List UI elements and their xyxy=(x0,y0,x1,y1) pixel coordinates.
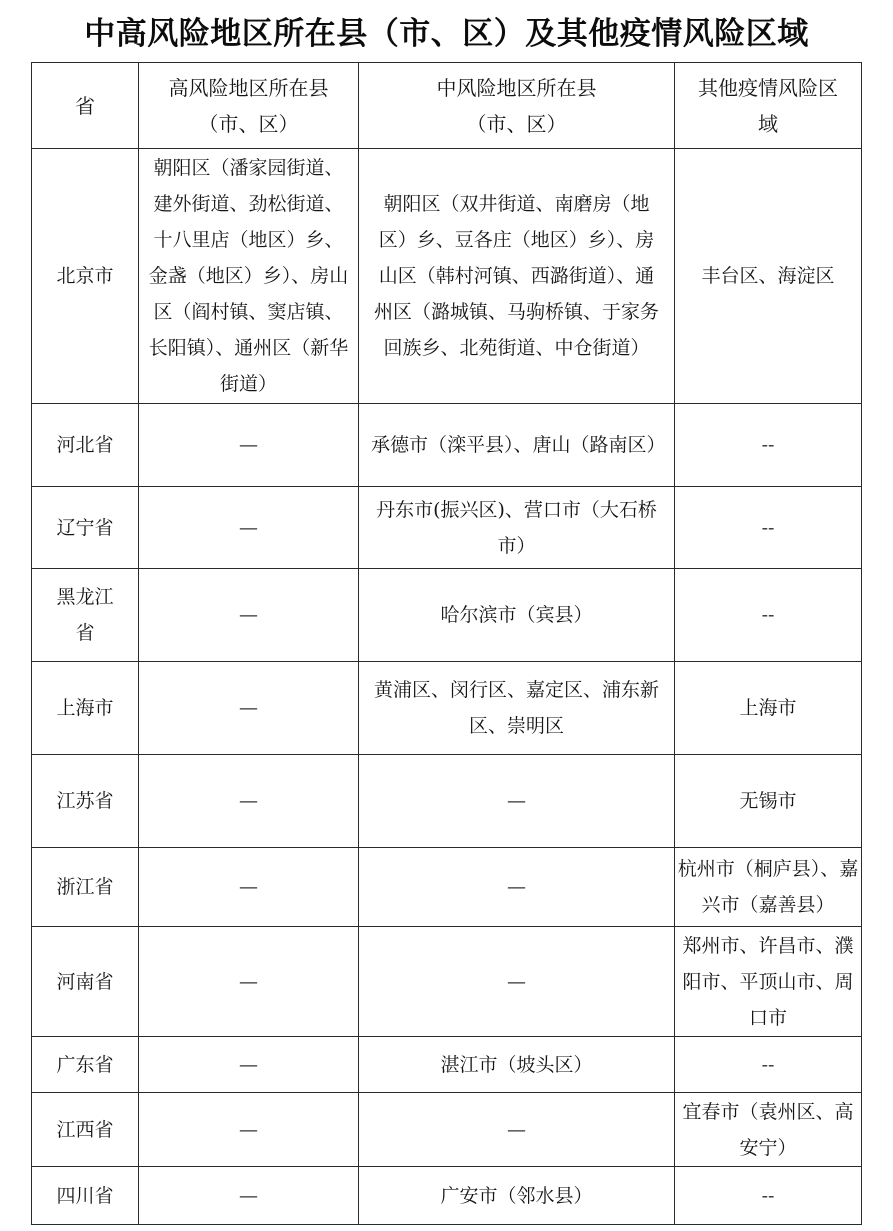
table-row xyxy=(32,662,862,755)
cell-other-risk: 无锡市 xyxy=(675,755,862,848)
cell-high-risk: — xyxy=(139,1093,359,1167)
table-row xyxy=(32,848,862,927)
table-row xyxy=(32,927,862,1037)
cell-other-risk: 郑州市、许昌市、濮阳市、平顶山市、周口市 xyxy=(675,927,862,1037)
cell-high-risk: — xyxy=(139,848,359,927)
table-row xyxy=(32,487,862,569)
cell-province: 浙江省 xyxy=(32,848,139,927)
cell-high-risk: — xyxy=(139,927,359,1037)
cell-mid-risk: — xyxy=(359,848,675,927)
cell-province: 辽宁省 xyxy=(32,487,139,569)
cell-high-risk: — xyxy=(139,404,359,487)
cell-province: 河北省 xyxy=(32,404,139,487)
cell-high-risk: 朝阳区（潘家园街道、建外街道、劲松街道、十八里店（地区）乡、金盏（地区）乡）、房山区（阎村镇、窦店镇、长阳镇）、通州区（新华街道） xyxy=(139,149,359,404)
cell-other-risk: -- xyxy=(675,487,862,569)
cell-province: 北京市 xyxy=(32,149,139,404)
header-other-risk: 其他疫情风险区域 xyxy=(675,63,862,149)
cell-mid-risk: — xyxy=(359,755,675,848)
cell-province: 上海市 xyxy=(32,662,139,755)
table-row xyxy=(32,1167,862,1225)
cell-mid-risk: — xyxy=(359,1093,675,1167)
table-row xyxy=(32,404,862,487)
header-high-risk: 高风险地区所在县（市、区） xyxy=(139,63,359,149)
cell-other-risk: 杭州市（桐庐县）、嘉兴市（嘉善县） xyxy=(675,848,862,927)
cell-other-risk: -- xyxy=(675,1037,862,1093)
cell-high-risk: — xyxy=(139,569,359,662)
cell-province: 河南省 xyxy=(32,927,139,1037)
cell-mid-risk: 丹东市(振兴区)、营口市（大石桥市） xyxy=(359,487,675,569)
cell-high-risk: — xyxy=(139,1167,359,1225)
cell-high-risk: — xyxy=(139,487,359,569)
cell-high-risk: — xyxy=(139,662,359,755)
table-row xyxy=(32,149,862,404)
cell-high-risk: — xyxy=(139,755,359,848)
header-mid-risk: 中风险地区所在县（市、区） xyxy=(359,63,675,149)
table-row xyxy=(32,1037,862,1093)
cell-province: 江苏省 xyxy=(32,755,139,848)
cell-province: 江西省 xyxy=(32,1093,139,1167)
cell-province: 四川省 xyxy=(32,1167,139,1225)
cell-other-risk: 丰台区、海淀区 xyxy=(675,149,862,404)
cell-province: 广东省 xyxy=(32,1037,139,1093)
table-header-row xyxy=(32,63,862,149)
header-province: 省 xyxy=(32,63,139,149)
cell-mid-risk: 朝阳区（双井街道、南磨房（地区）乡、豆各庄（地区）乡）、房山区（韩村河镇、西潞街道）、通州区（潞城镇、马驹桥镇、于家务回族乡、北苑街道、中仓街道） xyxy=(359,149,675,404)
cell-other-risk: 上海市 xyxy=(675,662,862,755)
cell-mid-risk: — xyxy=(359,927,675,1037)
risk-area-table xyxy=(31,62,862,1225)
cell-mid-risk: 广安市（邻水县） xyxy=(359,1167,675,1225)
table-row xyxy=(32,755,862,848)
cell-mid-risk: 黄浦区、闵行区、嘉定区、浦东新区、崇明区 xyxy=(359,662,675,755)
cell-mid-risk: 湛江市（坡头区） xyxy=(359,1037,675,1093)
cell-high-risk: — xyxy=(139,1037,359,1093)
cell-province: 黑龙江省 xyxy=(32,569,139,662)
table-row xyxy=(32,1093,862,1167)
cell-other-risk: 宜春市（袁州区、高安宁） xyxy=(675,1093,862,1167)
cell-other-risk: -- xyxy=(675,1167,862,1225)
cell-other-risk: -- xyxy=(675,404,862,487)
cell-other-risk: -- xyxy=(675,569,862,662)
table-row xyxy=(32,569,862,662)
cell-mid-risk: 承德市（滦平县）、唐山（路南区） xyxy=(359,404,675,487)
cell-mid-risk: 哈尔滨市（宾县） xyxy=(359,569,675,662)
document-title: 中高风险地区所在县（市、区）及其他疫情风险区域 xyxy=(84,16,809,52)
